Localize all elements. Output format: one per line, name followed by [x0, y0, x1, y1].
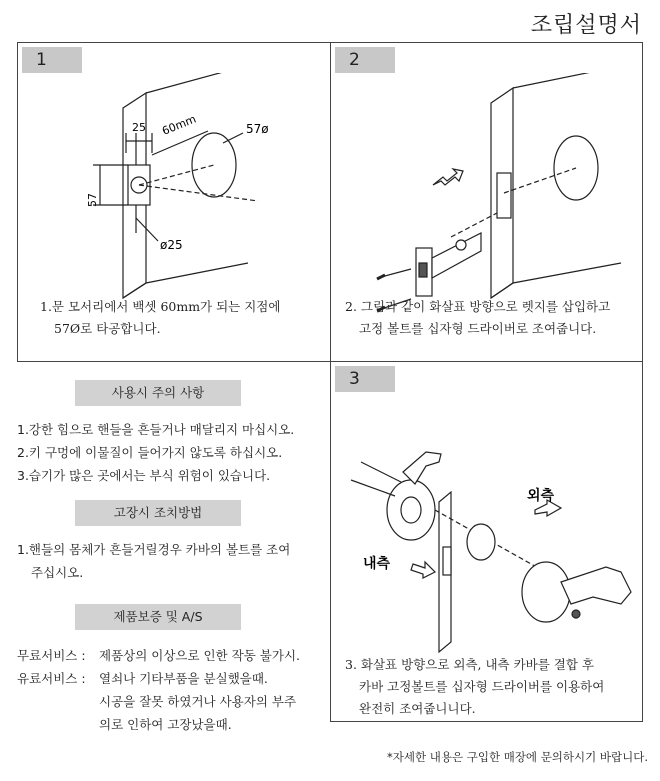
step-2-caption — [345, 296, 610, 340]
footnote: *자세한 내용은 구입한 매장에 문의하시기 바랍니다. — [387, 750, 648, 764]
caution-item: 3.습기가 많은 곳에서는 부식 위험이 있습니다. — [17, 468, 271, 483]
step-2-number: 2 — [335, 47, 395, 73]
free-service-row — [17, 644, 300, 667]
step-3-number: 3 — [335, 366, 395, 392]
dim-57-hole-label: 57ø — [246, 122, 269, 136]
step-3-panel — [330, 361, 643, 722]
cautions-list — [17, 418, 294, 487]
step-3-caption-line-3: 완전히 조여줍니니다. — [359, 701, 476, 716]
step-1-number: 1 — [22, 47, 82, 73]
instruction-grid — [17, 42, 643, 732]
paid-service-line-1: 열쇠나 기타부품을 분실했을때. — [99, 671, 268, 686]
paid-service-label: 유료서비스 : — [17, 671, 86, 686]
dim-57-vertical-label: 57 — [86, 193, 99, 207]
inner-cover-label: 내측 — [363, 556, 391, 572]
free-service-text: 제품상의 이상으로 인한 작동 불가시. — [99, 648, 300, 663]
step-1-caption-line-1: 1.문 모서리에서 백셋 60mm가 되는 지점에 — [40, 299, 281, 314]
step-1-drilling-diagram — [18, 73, 330, 323]
step-2-panel — [330, 42, 643, 362]
caution-item: 2.키 구멍에 이물질이 들어가지 않도록 하십시오. — [17, 445, 283, 460]
paid-service-row — [17, 667, 300, 690]
notes-section — [17, 370, 329, 732]
step-3-caption-line-2: 카바 고정볼트를 십자형 드라이버를 이용하여 — [359, 679, 605, 694]
step-3-cover-diagram — [331, 392, 642, 662]
step-1-caption-line-2: 57Ø로 타공합니다. — [54, 321, 161, 336]
dim-25-hole-label: ø25 — [160, 238, 183, 252]
warranty-list — [17, 644, 300, 736]
dim-60mm-label: 60mm — [160, 112, 198, 138]
outer-cover-label: 외측 — [527, 488, 555, 504]
paid-service-line-3: 의로 인하여 고장났을때. — [99, 717, 232, 732]
dim-25-label: 25 — [132, 121, 146, 134]
step-2-caption-line-2: 고정 볼트를 십자형 드라이버로 조여줍니다. — [359, 321, 597, 336]
step-1-caption — [40, 296, 280, 340]
free-service-label: 무료서비스 : — [17, 648, 86, 663]
cautions-heading: 사용시 주의 사항 — [75, 380, 241, 406]
troubleshooting-list — [17, 538, 290, 584]
step-2-latch-diagram — [331, 73, 642, 323]
warranty-heading: 제품보증 및 A/S — [75, 604, 241, 630]
troubleshooting-heading: 고장시 조치방법 — [75, 500, 241, 526]
document-title: 조립설명서 — [530, 13, 642, 38]
step-3-caption — [345, 654, 604, 720]
troubleshooting-item-cont: 주십시오. — [31, 565, 84, 580]
step-1-panel — [17, 42, 331, 362]
paid-service-line-2: 시공을 잘못 하였거나 사용자의 부주 — [99, 694, 297, 709]
step-2-caption-line-1: 2. 그림과 같이 화살표 방향으로 렛지를 삽입하고 — [345, 299, 611, 314]
step-3-caption-line-1: 3. 화살표 방향으로 외측, 내측 카바를 결합 후 — [345, 657, 594, 672]
troubleshooting-item: 1.핸들의 몸체가 흔들거릴경우 카바의 볼트를 조여 — [17, 542, 291, 557]
caution-item: 1.강한 힘으로 핸들을 흔들거나 매달리지 마십시오. — [17, 422, 295, 437]
